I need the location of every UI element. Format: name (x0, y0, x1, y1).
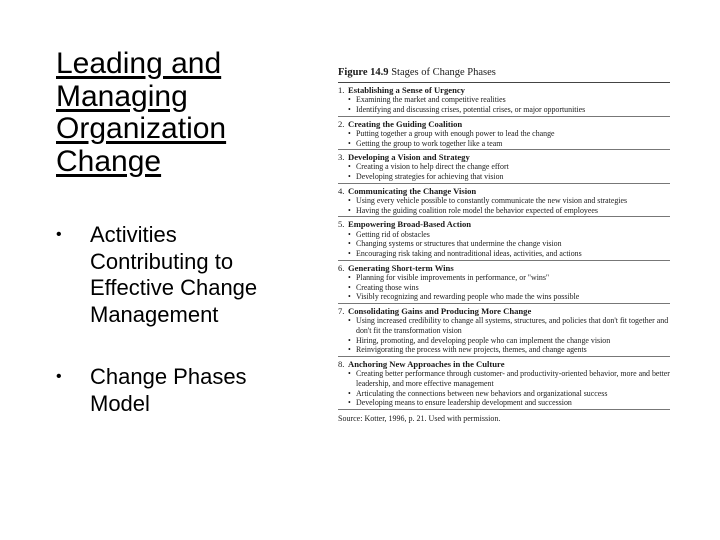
stage-number: 7. (338, 306, 345, 317)
stage-activity-list (338, 273, 670, 302)
stage-title (338, 219, 670, 229)
stage-item (338, 217, 670, 260)
stage-activity: • Using every vehicle possible to constantly communicate the new vision and strategies (348, 196, 670, 206)
stage-activity: • Creating better performance through customer- and productivity-oriented behavior, more and better leadership, and more effective management (348, 369, 670, 388)
stage-activity: • Putting together a group with enough power to lead the change (348, 129, 670, 139)
stage-activity-list (338, 196, 670, 215)
stage-activity-list (338, 162, 670, 181)
stage-activity-list (338, 369, 670, 408)
stage-number: 3. (338, 152, 345, 163)
stage-title (338, 85, 670, 95)
bullet-text: Change Phases Model (90, 364, 247, 416)
stage-number: 8. (338, 359, 345, 370)
stage-activity-list (338, 316, 670, 355)
stage-activity: • Articulating the connections between new behaviors and organizational success (348, 389, 670, 399)
stage-item (338, 261, 670, 304)
change-phases-figure (338, 66, 670, 424)
stage-title-text: Generating Short-term Wins (348, 262, 454, 273)
stage-activity: • Identifying and discussing crises, potential crises, or major opportunities (348, 105, 670, 115)
stage-title (338, 263, 670, 273)
stage-title-text: Developing a Vision and Strategy (348, 152, 470, 163)
stage-activity-list (338, 230, 670, 259)
stage-activity: • Creating those wins (348, 283, 670, 293)
stage-activity: • Visibly recognizing and rewarding people who made the wins possible (348, 292, 670, 302)
figure-caption-text: Stages of Change Phases (391, 67, 496, 78)
stage-activity-list (338, 95, 670, 114)
stage-title-text: Anchoring New Approaches in the Culture (348, 359, 505, 370)
stage-title-text: Empowering Broad-Based Action (348, 219, 472, 230)
stage-activity-list (338, 129, 670, 148)
stage-item (338, 83, 670, 117)
figure-source: Source: Kotter, 1996, p. 21. Used with permission. (338, 414, 501, 424)
stage-activity: • Reinvigorating the process with new projects, themes, and change agents (348, 345, 670, 355)
stage-activity: • Getting the group to work together like a team (348, 139, 670, 149)
figure-label: Figure 14.9 (338, 67, 389, 78)
stage-activity: • Planning for visible improvements in performance, or "wins" (348, 273, 670, 283)
stage-number: 2. (338, 118, 345, 129)
stage-title (338, 119, 670, 129)
bullet-list (56, 222, 296, 417)
stage-activity: • Developing means to ensure leadership development and succession (348, 398, 670, 408)
stage-activity: • Creating a vision to help direct the change effort (348, 162, 670, 172)
stage-activity: • Hiring, promoting, and developing people who can implement the change vision (348, 336, 670, 346)
stage-number: 5. (338, 219, 345, 230)
stage-activity: • Getting rid of obstacles (348, 230, 670, 240)
stage-activity: • Changing systems or structures that undermine the change vision (348, 239, 670, 249)
stage-title-text: Creating the Guiding Coalition (348, 118, 463, 129)
stage-item (338, 357, 670, 410)
bullet-item (56, 364, 296, 417)
stage-activity: • Developing strategies for achieving that vision (348, 172, 670, 182)
stage-list (338, 83, 670, 410)
stage-title (338, 359, 670, 369)
stage-title-text: Communicating the Change Vision (348, 185, 477, 196)
stage-title (338, 152, 670, 162)
stage-title (338, 186, 670, 196)
stage-item (338, 304, 670, 357)
stage-item (338, 184, 670, 218)
bullet-text: Activities Contributing to Effective Change Management (90, 222, 258, 327)
stage-number: 4. (338, 185, 345, 196)
stage-number: 1. (338, 85, 345, 95)
stage-activity: • Encouraging risk taking and nontraditional ideas, activities, and actions (348, 249, 670, 259)
stage-title-text: Consolidating Gains and Producing More Change (348, 306, 532, 317)
slide-title: Leading and Managing Organization Change (56, 47, 227, 178)
stage-item (338, 117, 670, 151)
bullet-dot-icon: • (56, 226, 62, 243)
stage-number: 6. (338, 262, 345, 273)
figure-caption (338, 66, 670, 83)
stage-title-text: Establishing a Sense of Urgency (348, 85, 465, 95)
bullet-item (56, 222, 296, 328)
stage-activity: • Using increased credibility to change all systems, structures, and policies that don't fit together and don't fit the transformation vision (348, 316, 670, 335)
stage-activity: • Examining the market and competitive realities (348, 95, 670, 105)
stage-item (338, 150, 670, 184)
bullet-dot-icon: • (56, 368, 62, 385)
stage-activity: • Having the guiding coalition role model the behavior expected of employees (348, 206, 670, 216)
stage-title (338, 306, 670, 316)
